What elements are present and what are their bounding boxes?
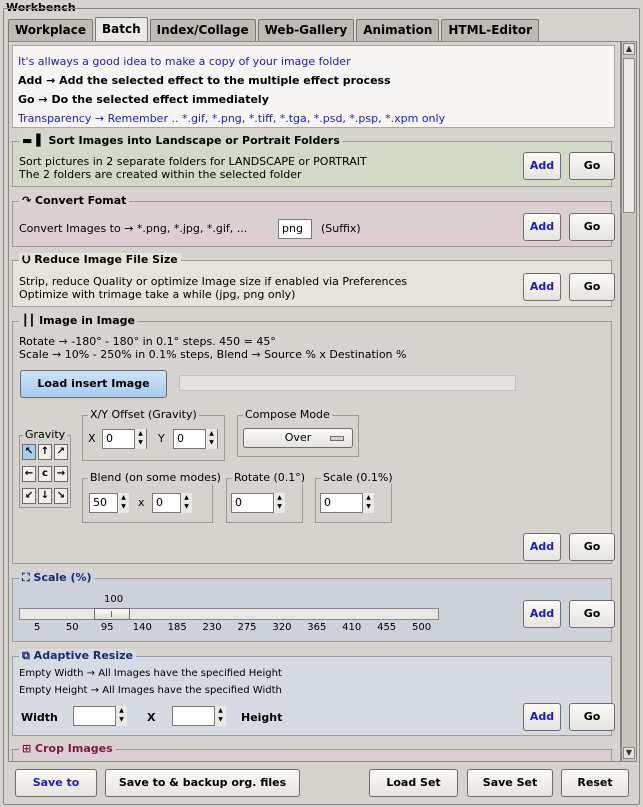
width-label: Width xyxy=(21,711,58,724)
scale-thumb-grip xyxy=(111,611,113,617)
scale-tick-230: 230 xyxy=(202,622,222,633)
adaptive-panel-title: ⧉ Adaptive Resize xyxy=(19,649,136,663)
adaptive-resize-panel xyxy=(12,649,612,736)
iii-desc-2: Scale → 10% - 250% in 0.1% steps, Blend → Source % x Destination % xyxy=(19,348,407,361)
blend-destination-input[interactable]: 0 xyxy=(152,493,192,513)
load-set-button[interactable]: Load Set xyxy=(369,769,458,797)
save-set-button[interactable]: Save Set xyxy=(467,769,553,797)
sort-panel-title: ▬ ▌ Sort Images into Landscape or Portrait Folders xyxy=(19,134,343,147)
sort-go-button[interactable]: Go xyxy=(569,152,615,180)
offset-x-spinner[interactable]: ▲ ▼ xyxy=(134,429,146,449)
scale-percent-input[interactable]: 0 xyxy=(320,493,374,513)
convert-panel xyxy=(12,194,612,247)
info-box xyxy=(12,45,615,128)
tab-bar xyxy=(8,17,541,41)
height-spinner[interactable]: ▲ ▼ xyxy=(214,706,226,726)
height-label: Height xyxy=(241,711,283,724)
scale-tick-365: 365 xyxy=(307,622,327,633)
reduce-panel-title: ⮋ Reduce Image File Size xyxy=(19,253,181,267)
reduce-desc-1: Strip, reduce Quality or optimize Image size if enabled via Preferences xyxy=(19,275,408,288)
adaptive-desc-1: Empty Width → All Images have the specified Height xyxy=(19,668,282,679)
gravity-group xyxy=(19,428,71,508)
compose-group xyxy=(237,408,359,457)
reduce-panel xyxy=(12,253,612,307)
sort-panel xyxy=(12,134,612,187)
blend-source-spinner[interactable]: ▲ ▼ xyxy=(117,493,129,513)
gravity-southeast-button[interactable]: ↘ xyxy=(54,488,68,504)
reset-button[interactable]: Reset xyxy=(561,769,629,797)
convert-go-button[interactable]: Go xyxy=(569,213,615,241)
bottom-toolbar xyxy=(8,762,637,804)
crop-panel-title: ⊞ Crop Images xyxy=(19,742,116,755)
sort-add-button[interactable]: Add xyxy=(523,152,561,180)
rotate-spinner[interactable]: ▲ ▼ xyxy=(273,493,285,513)
scale-slider-thumb[interactable] xyxy=(94,608,130,620)
scale-panel xyxy=(12,571,612,642)
gravity-northwest-button[interactable]: ↖ xyxy=(22,444,36,460)
info-add-hint: Add → Add the selected effect to the multiple effect process xyxy=(18,74,391,87)
scroll-up-icon[interactable]: ▲ xyxy=(623,43,635,55)
info-transparency-hint: Transparency → Remember .. *.gif, *.png, *.tiff, *.tga, *.psd, *.psp, *.xpm only xyxy=(18,112,446,125)
reduce-desc-2: Optimize with trimage take a while (jpg, png only) xyxy=(19,288,296,301)
scale-percent-spinner[interactable]: ▲ ▼ xyxy=(362,493,374,513)
vertical-scrollbar[interactable] xyxy=(621,41,637,762)
scale-tick-185: 185 xyxy=(167,622,187,633)
adaptive-go-button[interactable]: Go xyxy=(569,703,615,731)
scale-slider-track xyxy=(19,608,439,620)
load-insert-image-button[interactable]: Load insert Image xyxy=(20,370,167,398)
scale-percent-group xyxy=(315,471,393,523)
blend-x-label: x xyxy=(138,496,145,509)
dropdown-indicator-icon xyxy=(330,436,344,441)
tab-animation[interactable]: Animation xyxy=(356,19,439,41)
convert-panel-title: ↷ Convert Fomat xyxy=(19,194,129,207)
scale-tick-500: 500 xyxy=(412,622,432,633)
offset-x-input[interactable]: 0 xyxy=(102,429,147,449)
scale-percent-title: Scale (0.1%) xyxy=(323,471,393,484)
scale-tick-410: 410 xyxy=(342,622,362,633)
scale-add-button[interactable]: Add xyxy=(523,600,561,628)
gravity-center-button[interactable]: c xyxy=(38,466,52,482)
scale-tick-labels xyxy=(19,622,439,636)
tab-web-gallery[interactable]: Web-Gallery xyxy=(258,19,355,41)
scale-tick-320: 320 xyxy=(272,622,292,633)
save-to-button[interactable]: Save to xyxy=(15,769,97,797)
crop-images-panel xyxy=(12,742,612,762)
scale-tick-50: 50 xyxy=(65,622,79,633)
adaptive-desc-2: Empty Height → All Images have the specified Width xyxy=(19,685,282,696)
gravity-north-button[interactable]: ↑ xyxy=(38,444,52,460)
offset-y-spinner[interactable]: ▲ ▼ xyxy=(205,429,217,449)
info-copy-hint: It's allways a good idea to make a copy of your image folder xyxy=(18,55,351,68)
scale-value-label: 100 xyxy=(104,594,124,605)
iii-go-button[interactable]: Go xyxy=(569,533,615,561)
blend-group xyxy=(82,471,221,523)
info-go-hint: Go → Do the selected effect immediately xyxy=(18,93,269,106)
scale-tick-95: 95 xyxy=(100,622,114,633)
gravity-west-button[interactable]: ← xyxy=(22,466,36,482)
tab-index-collage[interactable]: Index/Collage xyxy=(150,19,256,41)
scale-panel-title: ⛶ Scale (%) xyxy=(19,571,95,585)
gravity-south-button[interactable]: ↓ xyxy=(38,488,52,504)
width-spinner[interactable]: ▲ ▼ xyxy=(115,706,127,726)
iii-panel-title: ┃┃ Image in Image xyxy=(19,314,138,327)
suffix-label: (Suffix) xyxy=(321,222,361,235)
image-in-image-panel xyxy=(12,314,612,564)
blend-title: Blend (on some modes) xyxy=(90,471,221,484)
iii-desc-1: Rotate → -180° - 180° in 0.1° steps. 450 = 45° xyxy=(19,335,276,348)
workbench-title: Workbench xyxy=(6,1,76,14)
scrollbar-thumb[interactable] xyxy=(623,58,635,213)
compose-mode-select[interactable] xyxy=(243,428,353,448)
offset-x-label: X xyxy=(88,432,96,445)
tab-html-editor[interactable]: HTML-Editor xyxy=(441,19,539,41)
scale-tick-140: 140 xyxy=(132,622,152,633)
scale-go-button[interactable]: Go xyxy=(569,600,615,628)
offset-y-input[interactable]: 0 xyxy=(173,429,218,449)
compose-mode-value: Over xyxy=(284,431,312,444)
adaptive-add-button[interactable]: Add xyxy=(523,703,561,731)
gravity-northeast-button[interactable]: ↗ xyxy=(54,444,68,460)
batch-content xyxy=(8,41,621,762)
gravity-title: Gravity xyxy=(25,428,66,441)
blend-source-input[interactable]: 50 xyxy=(89,493,129,513)
offset-group xyxy=(82,408,225,461)
gravity-east-button[interactable]: → xyxy=(54,466,68,482)
sort-desc-2: The 2 folders are created within the selected folder xyxy=(19,168,302,181)
rotate-input[interactable]: 0 xyxy=(231,493,285,513)
reduce-add-button[interactable]: Add xyxy=(523,273,561,301)
scale-tick-275: 275 xyxy=(237,622,257,633)
suffix-input[interactable]: png xyxy=(278,219,312,239)
insert-image-path xyxy=(179,375,516,391)
scale-tick-455: 455 xyxy=(377,622,397,633)
iii-add-button[interactable]: Add xyxy=(523,533,561,561)
offset-title: X/Y Offset (Gravity) xyxy=(90,408,197,421)
gravity-southwest-button[interactable]: ↙ xyxy=(22,488,36,504)
scale-tick-5: 5 xyxy=(34,622,41,633)
tab-batch[interactable]: Batch xyxy=(95,17,148,41)
tab-workplace[interactable]: Workplace xyxy=(8,19,93,41)
compose-title: Compose Mode xyxy=(245,408,330,421)
blend-destination-spinner[interactable]: ▲ ▼ xyxy=(180,493,192,513)
rotate-group xyxy=(226,471,306,523)
scroll-down-icon[interactable]: ▼ xyxy=(623,747,635,759)
sort-desc-1: Sort pictures in 2 separate folders for LANDSCAPE or PORTRAIT xyxy=(19,155,367,168)
reduce-go-button[interactable]: Go xyxy=(569,273,615,301)
convert-label: Convert Images to → *.png, *.jpg, *.gif, ... xyxy=(19,222,248,235)
rotate-title: Rotate (0.1°) xyxy=(234,471,306,484)
offset-y-label: Y xyxy=(158,432,165,445)
save-backup-button[interactable]: Save to & backup org. files xyxy=(105,769,300,797)
x-separator-label: X xyxy=(147,711,156,724)
convert-add-button[interactable]: Add xyxy=(523,213,561,241)
